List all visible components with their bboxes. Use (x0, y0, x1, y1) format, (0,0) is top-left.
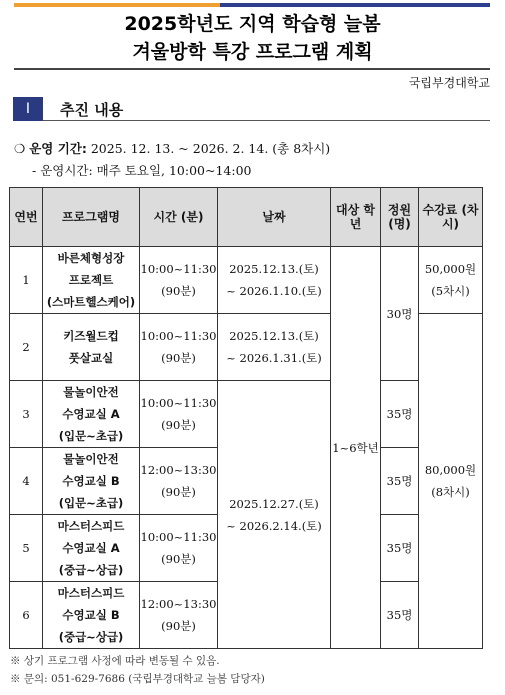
program-time (140, 515, 218, 582)
program-date (218, 381, 331, 649)
time-range: 10:00~11:30 (140, 530, 217, 544)
row-no: 5 (10, 515, 43, 582)
header-no: 연번 (10, 188, 43, 247)
fee (419, 247, 483, 314)
date-end: ~ 2026.1.31.(토) (226, 351, 322, 365)
program-name-line: 수영교실 B (62, 474, 120, 488)
program-name-line: 물놀이안전 (63, 385, 119, 399)
page-title-line1: 2025학년도 지역 학습형 늘봄 (124, 13, 381, 35)
program-name-line: 수영교실 A (62, 541, 120, 555)
program-name-line: 물놀이안전 (63, 452, 119, 466)
header-target: 대상 학년 (331, 188, 381, 247)
time-minutes: (90분) (161, 619, 196, 633)
footnote-contact: ※ 문의: 051-629-7686 (국립부경대학교 늘봄 담당자) (10, 673, 265, 685)
program-name (43, 381, 140, 448)
header-program: 프로그램명 (43, 188, 140, 247)
fee-amount: 80,000원 (424, 463, 477, 477)
program-name-line: 바른체형성장 (57, 251, 125, 265)
bullet-icon: ❍ (14, 141, 26, 156)
program-name-line: 수영교실 A (62, 407, 120, 421)
time-range: 10:00~11:30 (140, 329, 217, 343)
fee-sessions: (8차시) (431, 485, 470, 499)
period-value: 2025. 12. 13. ~ 2026. 2. 14. (총 8차시) (90, 141, 331, 156)
capacity: 35명 (381, 582, 419, 649)
operation-time: - 운영시간: 매주 토요일, 10:00~14:00 (32, 163, 252, 178)
table-row (10, 247, 483, 314)
program-time (140, 582, 218, 649)
table-row (10, 381, 483, 448)
time-range: 12:00~13:30 (140, 463, 217, 477)
program-name (43, 582, 140, 649)
row-no: 3 (10, 381, 43, 448)
time-range: 12:00~13:30 (140, 597, 217, 611)
program-table (9, 187, 483, 649)
program-name-line: (입문~초급) (58, 429, 124, 443)
time-minutes: (90분) (161, 284, 196, 298)
capacity: 35명 (381, 381, 419, 448)
header-capacity: 정원 (명) (381, 188, 419, 247)
page-title-line2: 겨울방학 특강 프로그램 계획 (132, 41, 373, 63)
program-name-line: (입문~초급) (58, 496, 124, 510)
program-name-line: (스마트헬스케어) (46, 295, 136, 309)
organization-name: 국립부경대학교 (408, 76, 490, 90)
program-name (43, 314, 140, 381)
program-name-line: (중급~상급) (58, 563, 124, 577)
program-name (43, 448, 140, 515)
period-label: 운영 기간: (29, 141, 87, 156)
time-minutes: (90분) (161, 351, 196, 365)
row-no: 2 (10, 314, 43, 381)
footnote-change-notice: ※ 상기 프로그램 사정에 따라 변동될 수 있음. (10, 655, 220, 667)
program-time (140, 381, 218, 448)
time-range: 10:00~11:30 (140, 262, 217, 276)
fee (419, 314, 483, 649)
header-fee: 수강료 (차시) (419, 188, 483, 247)
time-range: 10:00~11:30 (140, 396, 217, 410)
time-minutes: (90분) (161, 552, 196, 566)
program-time (140, 448, 218, 515)
program-name-line: (중급~상급) (58, 630, 124, 644)
row-no: 4 (10, 448, 43, 515)
header-accent-navy (220, 3, 490, 7)
program-name-line: 마스터스피드 (57, 519, 125, 533)
operation-period (14, 139, 330, 157)
program-name-line: 수영교실 B (62, 608, 120, 622)
date-start: 2025.12.13.(토) (229, 329, 319, 343)
target-grade: 1~6학년 (331, 247, 381, 649)
program-name (43, 515, 140, 582)
date-end: ~ 2026.2.14.(토) (226, 518, 322, 533)
row-no: 6 (10, 582, 43, 649)
table-header-row (10, 188, 483, 247)
capacity: 35명 (381, 515, 419, 582)
date-start: 2025.12.13.(토) (229, 262, 319, 276)
section-number: Ⅰ (25, 101, 31, 117)
program-time (140, 314, 218, 381)
title-divider (14, 68, 490, 70)
program-date (218, 247, 331, 314)
header-accent-orange (14, 3, 220, 7)
section-number-box (13, 97, 43, 121)
program-name (43, 247, 140, 314)
row-no: 1 (10, 247, 43, 314)
header-date: 날짜 (218, 188, 331, 247)
program-name-line: 마스터스피드 (57, 586, 125, 600)
capacity: 30명 (381, 247, 419, 381)
time-minutes: (90분) (161, 485, 196, 499)
section-title: 추진 내용 (60, 101, 124, 119)
program-time (140, 247, 218, 314)
time-minutes: (90분) (161, 418, 196, 432)
fee-sessions: (5차시) (431, 284, 470, 298)
program-date (218, 314, 331, 381)
capacity: 35명 (381, 448, 419, 515)
section-underline (43, 120, 490, 121)
date-end: ~ 2026.1.10.(토) (226, 284, 322, 298)
fee-amount: 50,000원 (424, 262, 477, 276)
program-name-line: 프로젝트 (68, 273, 114, 287)
header-time: 시간 (분) (140, 188, 218, 247)
date-start: 2025.12.27.(토) (229, 496, 319, 511)
program-name-line: 풋살교실 (68, 351, 114, 365)
program-name-line: 키즈월드컵 (63, 329, 119, 343)
